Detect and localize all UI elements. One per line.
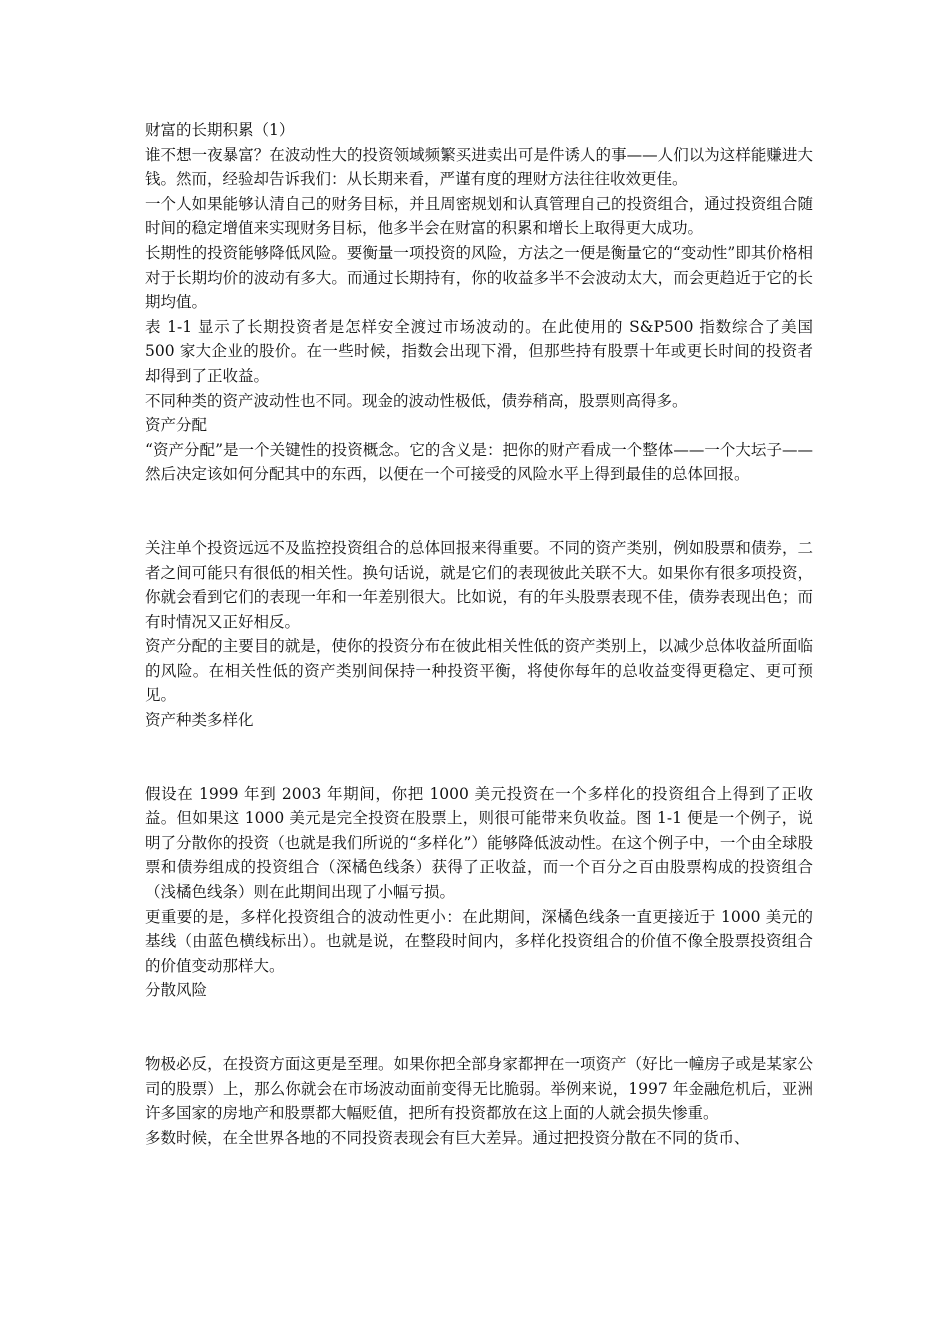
paragraph: 假设在 1999 年到 2003 年期间，你把 1000 美元投资在一个多样化的投资组合上得到了正收益。但如果这 1000 美元是完全投资在股票上，则很可能带来负收益。图 1-1 便是一个例子，说明了分散你的投资（也就是我们所说的“多样化”）能够降低波动性。在这个例子中，一个由全球股票和债券组成的投资组合（深橘色线条）获得了正收益，而一个百分之百由股票构成的投资组合（浅橘色线条）则在此期间出现了小幅亏损。 bbox=[145, 784, 813, 902]
paragraph: 一个人如果能够认清自己的财务目标，并且周密规划和认真管理自己的投资组合，通过投资组合随时间的稳定增值来实现财务目标，他多半会在财富的积累和增长上取得更大成功。 bbox=[145, 194, 813, 238]
paragraph: 不同种类的资产波动性也不同。现金的波动性极低，债券稍高，股票则高得多。 bbox=[145, 391, 688, 410]
paragraph: 长期性的投资能够降低风险。要衡量一项投资的风险，方法之一便是衡量它的“变动性”即其价格相对于长期均价的波动有多大。而通过长期持有，你的收益多半不会波动太大，而会更趋近于它的长期均值。 bbox=[145, 243, 813, 312]
paragraph: 关注单个投资远远不及监控投资组合的总体回报来得重要。不同的资产类别，例如股票和债券，二者之间可能只有很低的相关性。换句话说，就是它们的表现彼此关联不大。如果你有很多项投资，你就会看到它们的表现一年和一年差别很大。比如说，有的年头股票表现不佳，债券表现出色；而有时情况又正好相反。 bbox=[145, 538, 813, 631]
section-heading-spread-risk: 分散风险 bbox=[145, 981, 208, 1000]
blank-space bbox=[145, 733, 813, 782]
paragraph: 资产分配的主要目的就是，使你的投资分布在彼此相关性低的资产类别上，以减少总体收益所面临的风险。在相关性低的资产类别间保持一种投资平衡，将使你每年的总收益变得更稳定、更可预见。 bbox=[145, 637, 813, 705]
blank-space bbox=[145, 1003, 813, 1052]
document-title: 财富的长期积累（1） bbox=[145, 121, 295, 139]
section-heading-diversification: 资产种类多样化 bbox=[145, 711, 254, 730]
paragraph: 多数时候，在全世界各地的不同投资表现会有巨大差异。通过把投资分散在不同的货币、 bbox=[145, 1128, 750, 1147]
paragraph: 表 1-1 显示了长期投资者是怎样安全渡过市场波动的。在此使用的 S&P500 指数综合了美国 500 家大企业的股价。在一些时候，指数会出现下滑，但那些持有股票十年或更长时间的投资者却得到了正收益。 bbox=[145, 317, 813, 385]
blank-space bbox=[145, 487, 813, 536]
document-page bbox=[145, 118, 813, 1150]
paragraph: 更重要的是，多样化投资组合的波动性更小：在此期间，深橘色线条一直更接近于 1000 美元的基线（由蓝色横线标出）。也就是说，在整段时间内，多样化投资组合的价值不像全股票投资组合的价值变动那样大。 bbox=[145, 907, 813, 975]
paragraph: 物极必反，在投资方面这更是至理。如果你把全部身家都押在一项资产（好比一幢房子或是某家公司的股票）上，那么你就会在市场波动面前变得无比脆弱。举例来说，1997 年金融危机后，亚洲许多国家的房地产和股票都大幅贬值，把所有投资都放在这上面的人就会损失惨重。 bbox=[145, 1055, 813, 1123]
section-heading-asset-allocation: 资产分配 bbox=[145, 416, 208, 435]
paragraph: “资产分配”是一个关键性的投资概念。它的含义是：把你的财产看成一个整体——一个大坛子——然后决定该如何分配其中的东西，以便在一个可接受的风险水平上得到最佳的总体回报。 bbox=[145, 440, 813, 484]
paragraph: 谁不想一夜暴富？在波动性大的投资领域频繁买进卖出可是件诱人的事——人们以为这样能赚进大钱。然而，经验却告诉我们：从长期来看，严谨有度的理财方法往往收效更佳。 bbox=[145, 145, 813, 189]
